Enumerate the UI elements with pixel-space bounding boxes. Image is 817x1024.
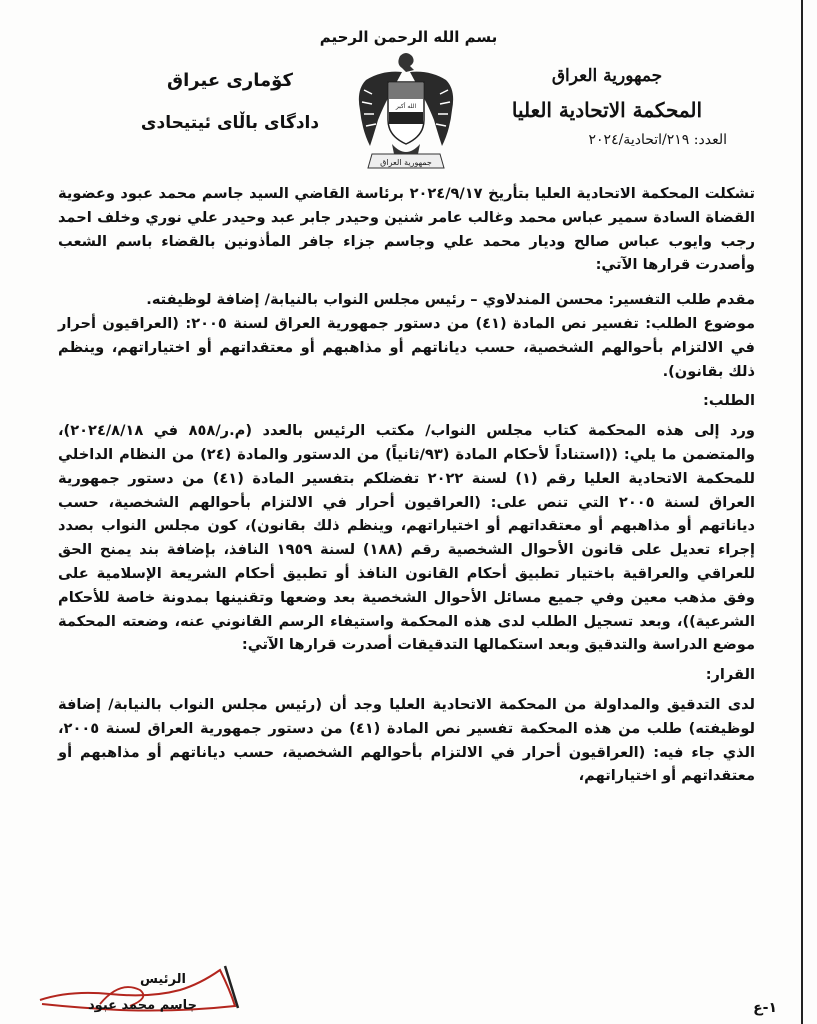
subject-paragraph: موضوع الطلب: تفسير نص المادة (٤١) من دستور جمهورية العراق لسنة ٢٠٠٥: (العراقيون أحرار في الالتزام بأحوالهم الشخصية، حسب دياناتهم أو مذاهبهم أو معتقداتهم أو اختياراتهم، وينظم ذلك بقانون). (58, 314, 756, 380)
country-name-kurdish: كۆماری عیراق (167, 70, 293, 91)
page-border (801, 0, 803, 1024)
court-name-arabic: المحكمة الاتحادية العليا (511, 98, 703, 122)
signer-name: جاسم محمد عبود (88, 998, 197, 1013)
request-heading: الطلب: (703, 392, 755, 410)
decision-paragraph: لدى التدقيق والمداولة من المحكمة الاتحادية العليا وجد أن (رئيس مجلس النواب بالنيابة/ إضافة لوظيفته) طلب من هذه المحكمة تفسير نص المادة (٤١) من دستور جمهورية العراق لسنة ٢٠٠٥، الذي جاء فيه: (العراقيون أحرار في الالتزام بأحوالهم الشخصية، حسب دياناتهم أو مذاهبهم أو معتقداتهم أو اختياراتهم، (58, 695, 755, 785)
emblem-banner-text: جمهورية العراق (380, 158, 432, 167)
decision-heading: القرار: (705, 666, 755, 684)
document-body (58, 182, 755, 788)
emblem-takbir: الله أكبر (395, 103, 417, 110)
applicant-line: مقدم طلب التفسير: محسن المندلاوي – رئيس مجلس النواب بالنيابة/ إضافة لوظيفته. (146, 291, 755, 309)
country-name-arabic: جمهورية العراق (551, 66, 663, 86)
court-formation-paragraph: تشكلت المحكمة الاتحادية العليا بتأريخ ٢٠٢٤/٩/١٧ برئاسة القاضي السيد جاسم محمد عبود وعضوية القضاة السادة سمير عباس محمد وغالب عامر شنين وحيدر جابر عبد وحيدر علي نوري وخلف احمد رجب وايوب عباس صالح وديار محمد علي وجاسم جزاء جافر المأذونين بالقضاء باسم الشعب وأصدرت قرارها الآتي: (58, 185, 755, 274)
reference-number: العدد: ٢١٩/اتحادية/٢٠٢٤ (588, 132, 727, 148)
court-name-kurdish: دادگای باڵای ئیتیحادی (140, 113, 320, 133)
header-kurdish (110, 70, 350, 133)
iraq-eagle-emblem-icon (352, 50, 460, 178)
signer-title: الرئيس (140, 972, 186, 987)
header-arabic (487, 66, 727, 148)
basmala: بسم الله الرحمن الرحيم (319, 28, 498, 46)
page-number: ١-ع (753, 1000, 777, 1016)
request-paragraph: ورد إلى هذه المحكمة كتاب مجلس النواب/ مكتب الرئيس بالعدد (م.ر/٨٥٨ في ٢٠٢٤/٨/١٨)، والمتضمن ما يلي: ((استناداً لأحكام المادة (٩٣/ثانياً) من الدستور والمادة (٢٤) من النظام الداخلي للمحكمة الاتحادية العليا رقم (١) لسنة ٢٠٢٢ تفضلكم بتفسير المادة (٤١) من دستور جمهورية العراق لسنة ٢٠٠٥ التي تنص على: (العراقيون أحرار في الالتزام بأحوالهم الشخصية، حسب دياناتهم أو مذاهبهم أو معتقداتهم أو اختياراتهم، وينظم ذلك بقانون)، كون مجلس النواب بصدد إجراء تعديل على قانون الأحوال الشخصية رقم (١٨٨) لسنة ١٩٥٩ النافذ، بإضافة بند يمنح الحق للعراقي والعراقية باختيار تطبيق أحكام القانون النافذ أو تطبيق أحكام الشريعة الإسلامية على وفق مذهب معين وفي جميع مسائل الأحوال الشخصية بعد وضعها وتقنينها بمدونة خاصة للأحكام الشرعية))، وبعد تسجيل الطلب لدى هذه المحكمة واستيفاء الرسم القانوني عنه، وضعته المحكمة موضع الدراسة والتدقيق وبعد استكمالها التدقيقات أصدرت قرارها الآتي: (58, 422, 756, 654)
